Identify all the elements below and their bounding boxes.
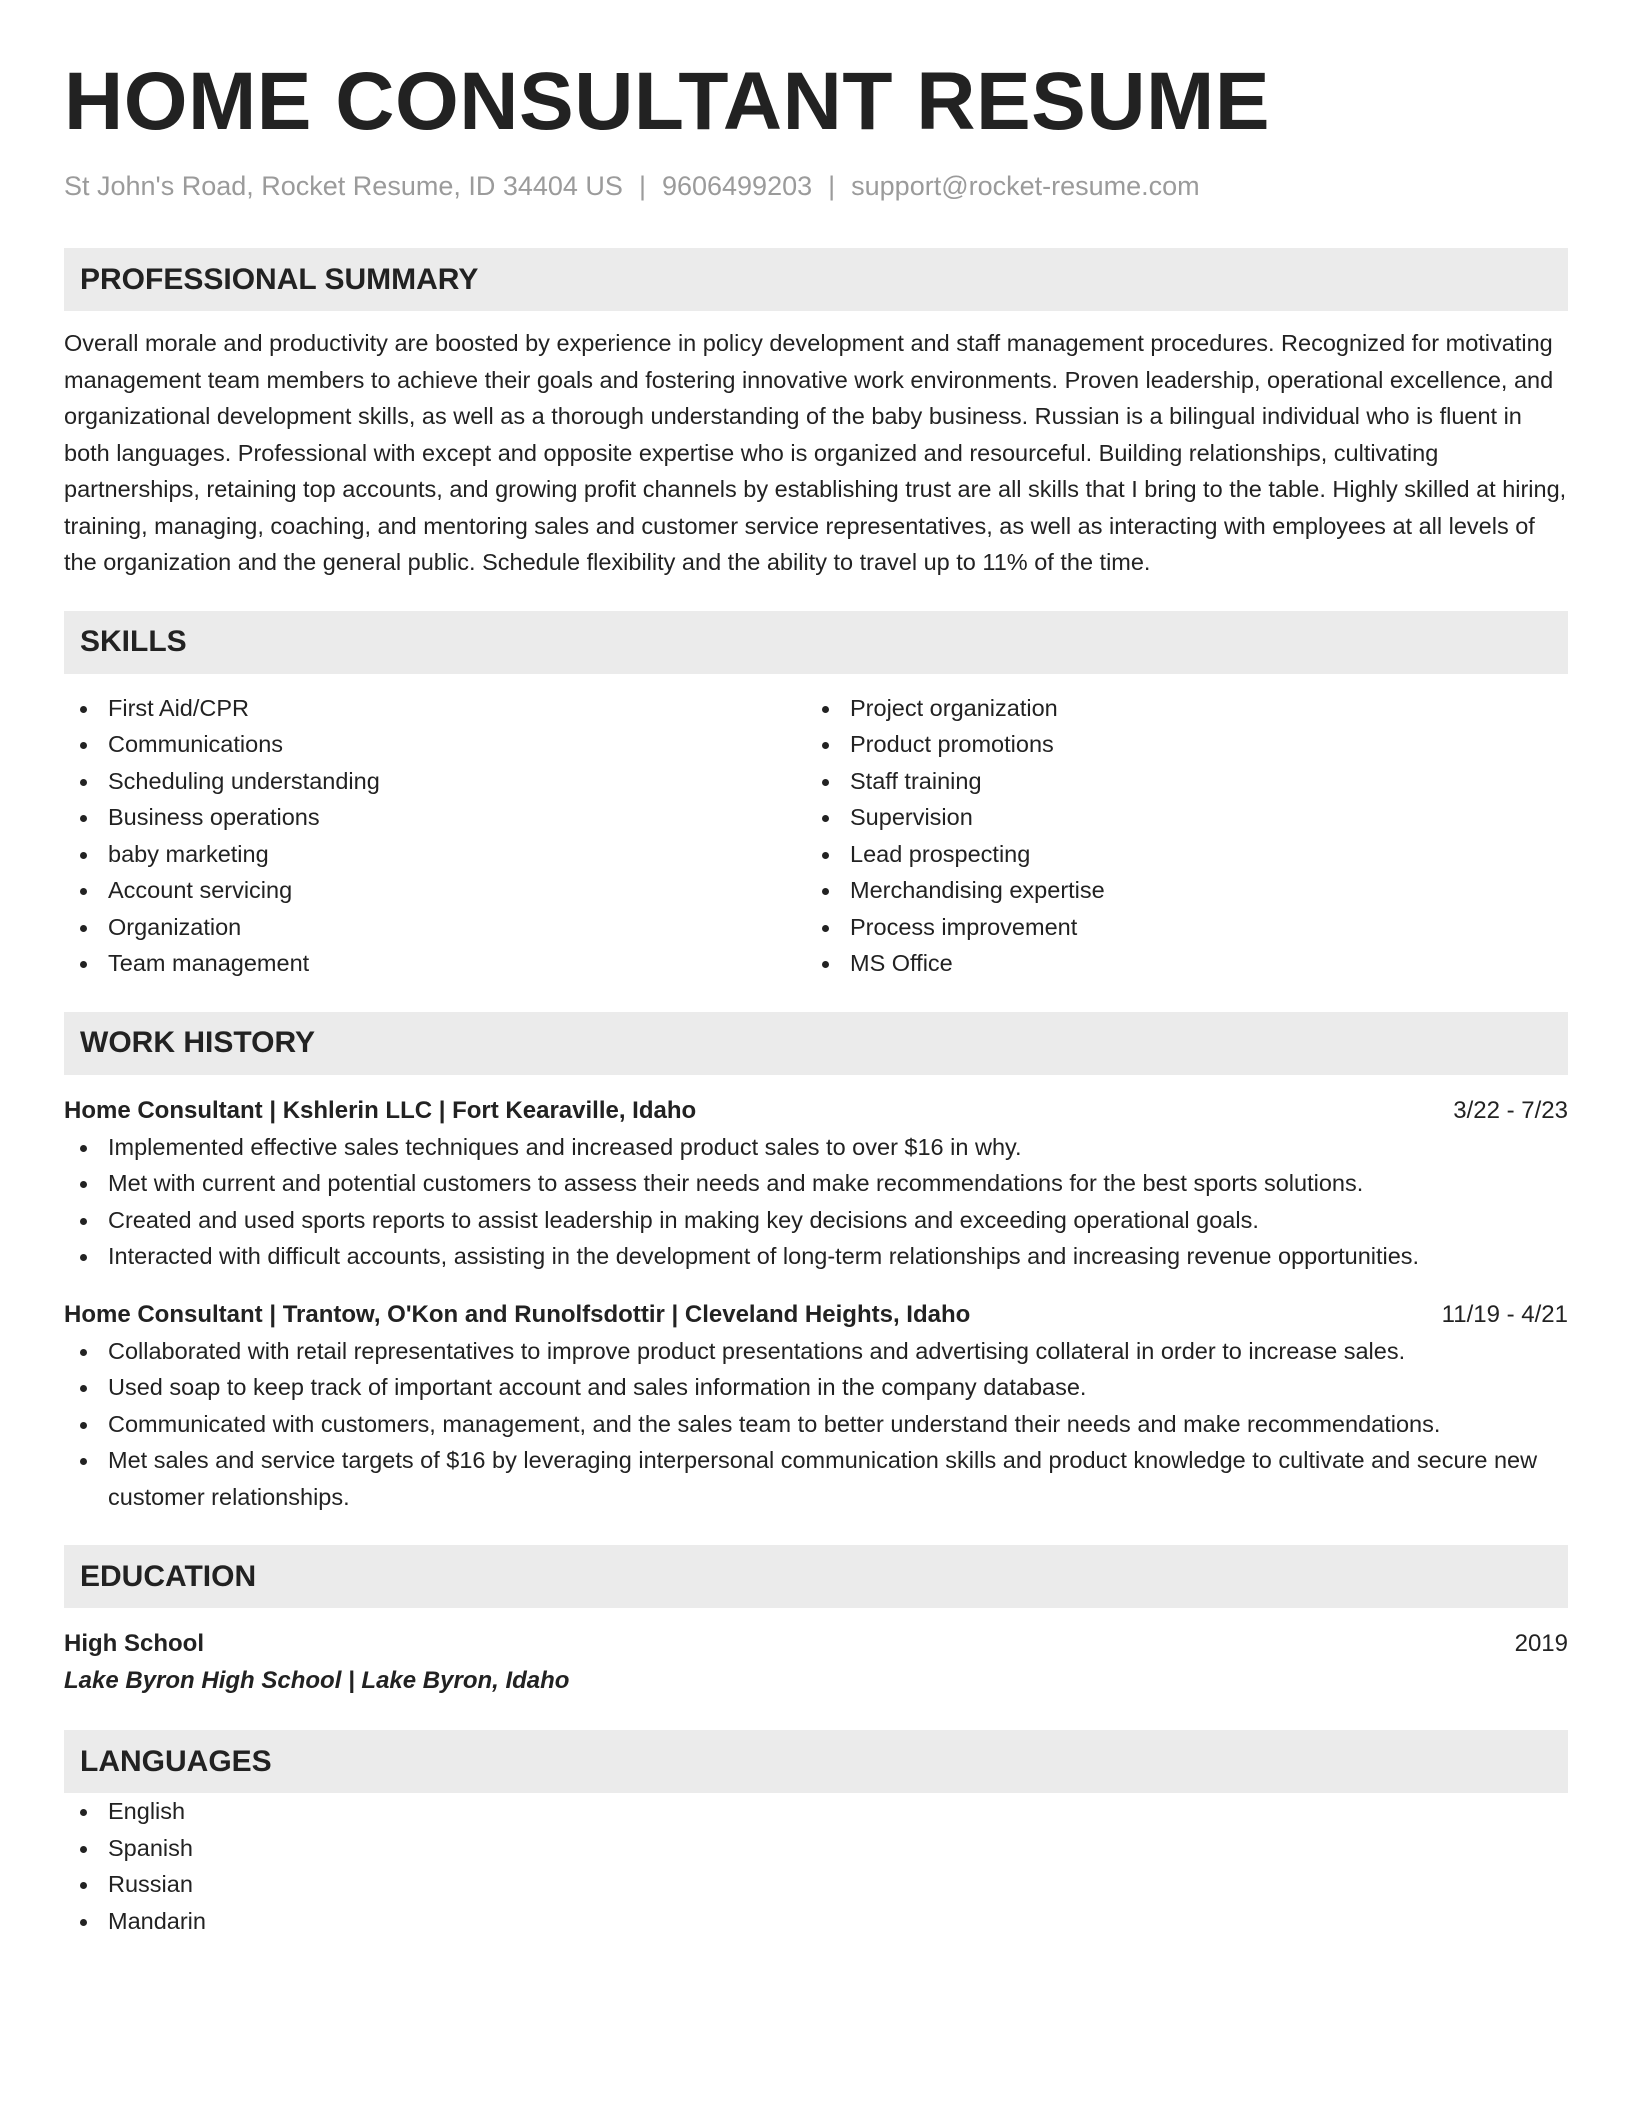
contact-address: St John's Road, Rocket Resume, ID 34404 US — [64, 171, 623, 201]
education-degree: High School — [64, 1630, 204, 1657]
contact-email: support@rocket-resume.com — [851, 171, 1200, 201]
job-entry — [64, 1093, 1568, 1275]
section-heading-skills: SKILLS — [64, 611, 1568, 674]
section-heading-languages: LANGUAGES — [64, 1730, 1568, 1793]
language-item: English — [64, 1793, 1568, 1830]
education-school: Lake Byron High School | Lake Byron, Idaho — [64, 1667, 570, 1694]
skill-item: Communications — [64, 726, 806, 763]
skill-item: Team management — [64, 945, 806, 982]
skills-grid — [64, 690, 1568, 982]
job-bullet: Created and used sports reports to assist leadership in making key decisions and exceeding operational goals. — [64, 1202, 1568, 1239]
job-header — [64, 1093, 1568, 1129]
skill-item: Merchandising expertise — [806, 872, 1548, 909]
skill-item: Project organization — [806, 690, 1548, 727]
skill-item: Supervision — [806, 799, 1548, 836]
skill-item: MS Office — [806, 945, 1548, 982]
skill-item: Business operations — [64, 799, 806, 836]
job-entry — [64, 1297, 1568, 1516]
job-bullet: Interacted with difficult accounts, assisting in the development of long-term relationships and increasing revenue opportunities. — [64, 1238, 1568, 1275]
job-bullet-list — [64, 1129, 1568, 1275]
job-bullet: Met sales and service targets of $16 by leveraging interpersonal communication skills and product knowledge to cultivate and secure new customer relationships. — [64, 1442, 1568, 1515]
skill-item: Lead prospecting — [806, 836, 1548, 873]
contact-separator: | — [828, 171, 836, 201]
education-year: 2019 — [1514, 1630, 1568, 1657]
section-heading-work-history: WORK HISTORY — [64, 1012, 1568, 1075]
job-bullet-list — [64, 1333, 1568, 1516]
language-item: Spanish — [64, 1830, 1568, 1867]
language-item: Russian — [64, 1866, 1568, 1903]
section-heading-education: EDUCATION — [64, 1545, 1568, 1608]
skill-item: Organization — [64, 909, 806, 946]
job-bullet: Implemented effective sales techniques and increased product sales to over $16 in why. — [64, 1129, 1568, 1166]
job-dates: 3/22 - 7/23 — [1453, 1096, 1568, 1124]
job-dates: 11/19 - 4/21 — [1441, 1300, 1568, 1328]
job-header — [64, 1297, 1568, 1333]
job-bullet: Collaborated with retail representatives to improve product presentations and advertising collateral in order to increase sales. — [64, 1333, 1568, 1370]
skills-column-right — [806, 690, 1548, 982]
contact-separator: | — [638, 171, 646, 201]
contact-phone: 9606499203 — [661, 171, 813, 201]
job-title: Home Consultant | Kshlerin LLC | Fort Kearaville, Idaho — [64, 1096, 697, 1124]
skill-item: Account servicing — [64, 872, 806, 909]
education-header — [64, 1626, 1568, 1662]
skill-item: Product promotions — [806, 726, 1548, 763]
resume-title: HOME CONSULTANT RESUME — [64, 56, 1271, 147]
skill-item: Scheduling understanding — [64, 763, 806, 800]
language-list — [64, 1793, 1568, 1939]
skill-item: Process improvement — [806, 909, 1548, 946]
section-heading-summary: PROFESSIONAL SUMMARY — [64, 248, 1568, 311]
job-title: Home Consultant | Trantow, O'Kon and Runolfsdottir | Cleveland Heights, Idaho — [64, 1300, 971, 1328]
job-bullet: Communicated with customers, management, and the sales team to better understand their needs and make recommendations. — [64, 1406, 1568, 1443]
skill-item: baby marketing — [64, 836, 806, 873]
summary-paragraph: Overall morale and productivity are boosted by experience in policy development and staff management procedures. Recognized for motivating management team members to achieve their goals and fostering innovative work environments. Proven leadership, operational excellence, and organizational development skills, as well as a thorough understanding of the baby business. Russian is a bilingual individual who is fluent in both languages. Professional with except and opposite expertise who is organized and resourceful. Building relationships, cultivating partnerships, retaining top accounts, and growing profit channels by establishing trust are all skills that I bring to the table. Highly skilled at hiring, training, managing, coaching, and mentoring sales and customer service representatives, as well as interacting with employees at all levels of the organization and the general public. Schedule flexibility and the ability to travel up to 11% of the time. — [64, 330, 1567, 575]
skills-column-left — [64, 690, 806, 982]
resume-content — [64, 50, 1568, 1939]
skill-item: First Aid/CPR — [64, 690, 806, 727]
job-bullet: Met with current and potential customers to assess their needs and make recommendations for the best sports solutions. — [64, 1165, 1568, 1202]
skill-item: Staff training — [806, 763, 1548, 800]
contact-line — [64, 166, 1568, 206]
job-bullet: Used soap to keep track of important account and sales information in the company database. — [64, 1369, 1568, 1406]
language-item: Mandarin — [64, 1903, 1568, 1940]
